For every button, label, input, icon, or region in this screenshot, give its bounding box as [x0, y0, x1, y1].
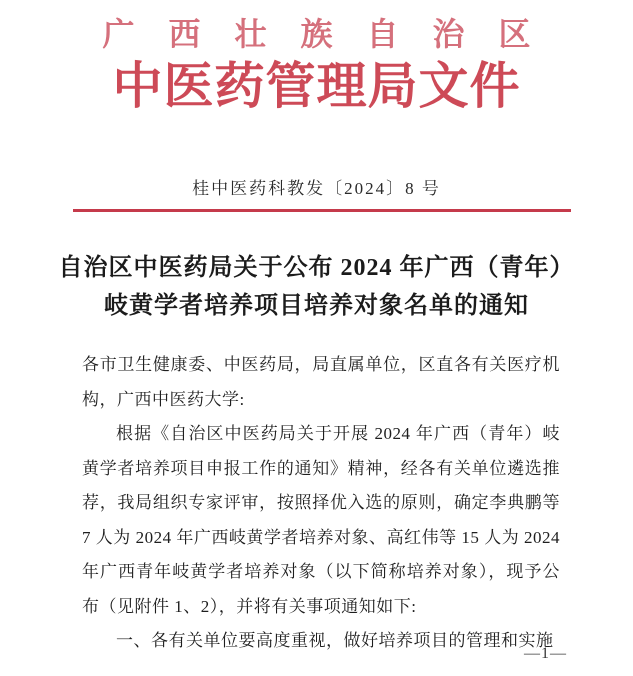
document-body — [0, 348, 633, 659]
document-title-line2: 岐黄学者培养项目培养对象名单的通知 — [104, 293, 529, 319]
salutation-paragraph: 各市卫生健康委、中医药局，局直属单位，区直各有关医疗机构，广西中医药大学: — [82, 355, 560, 409]
header-document-type: 中医药管理局文件 — [112, 58, 521, 114]
main-paragraph: 根据《自治区中医药局关于开展 2024 年广西（青年）岐黄学者培养项目申报工作的通知》精神，经各有关单位遴选推荐，我局组织专家评审，按照择优入选的原则，确定李典鹏等 7 人为 2024 年广西岐黄学者培养对象、高红伟等 15 人为 2024 年广西青年岐黄学者培养对象（以下简称培养对象），现予公布（见附件 1、2），并将有关事项通知如下: — [82, 424, 560, 616]
red-divider-rule — [73, 209, 571, 212]
document-title — [0, 249, 633, 325]
item-1-paragraph: 一、各有关单位要高度重视，做好培养项目的管理和实施 — [116, 631, 554, 650]
document-title-line1: 自治区中医药局关于公布 2024 年广西（青年） — [58, 255, 575, 281]
document-reference-number: 桂中医药科教发〔2024〕8 号 — [192, 179, 441, 198]
header-organization-line: 广 西 壮 族 自 治 区 — [102, 16, 544, 52]
page-number: —1— — [524, 645, 567, 662]
